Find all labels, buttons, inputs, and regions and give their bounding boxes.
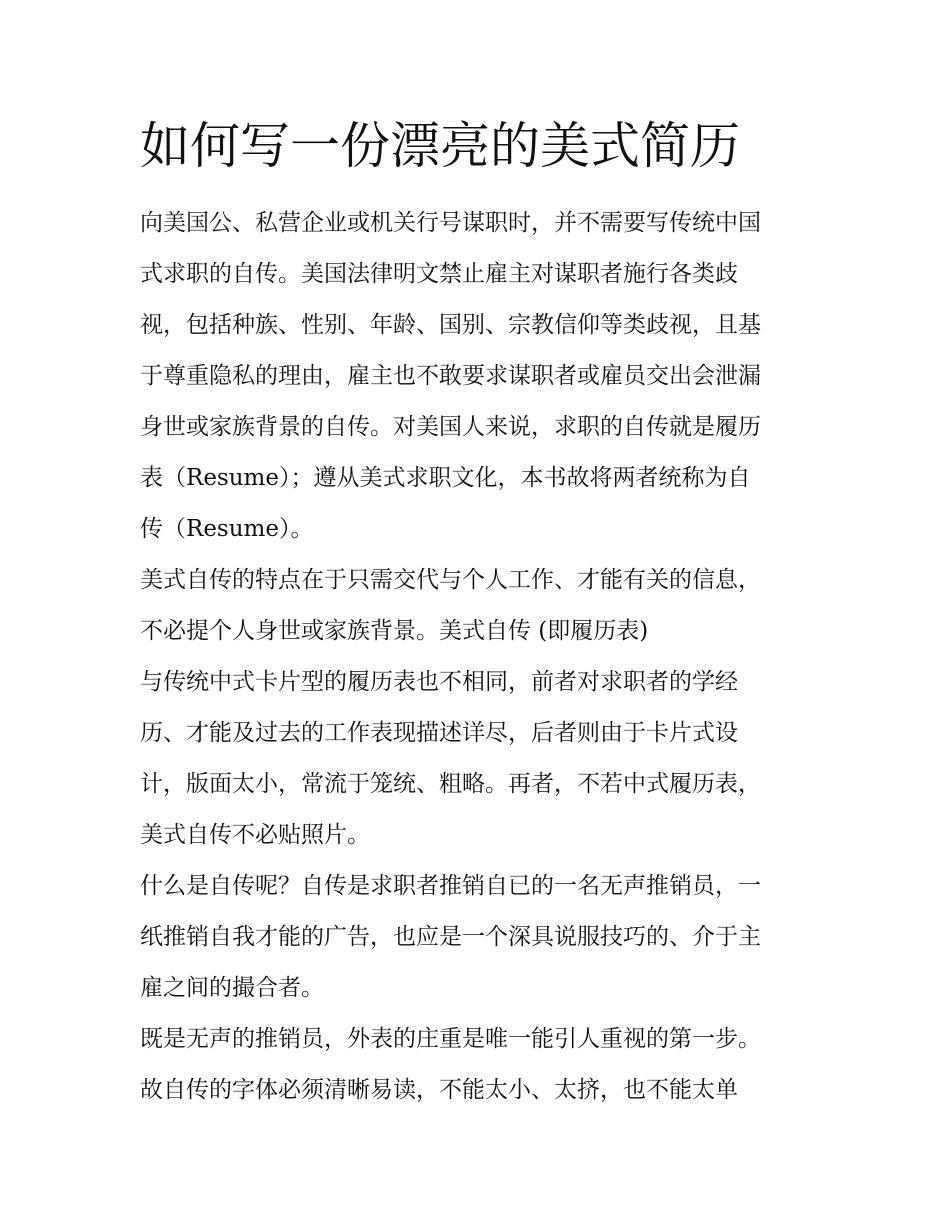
document-title: 如何写一份漂亮的美式简历 [140, 117, 740, 175]
text-line: 不必提个人身世或家族背景。美式自传 (即履历表) [140, 618, 649, 644]
text-line: 什么是自传呢？自传是求职者推销自已的一名无声推销员，一 [140, 873, 761, 899]
text-line: 式求职的自传。美国法律明文禁止雇主对谋职者施行各类歧 [140, 261, 738, 287]
paragraph-4 [140, 861, 820, 1014]
title-spacer [140, 180, 820, 198]
text-line: 表（Resume）；遵从美式求职文化，本书故将两者统称为自 [140, 465, 751, 491]
paragraph-5 [140, 1014, 820, 1116]
text-line: 与传统中式卡片型的履历表也不相同，前者对求职者的学经 [140, 669, 738, 695]
text-line: 既是无声的推销员，外表的庄重是唯一能引人重视的第一步。 [140, 1026, 761, 1052]
text-line: 于尊重隐私的理由，雇主也不敢要求谋职者或雇员交出会泄漏 [140, 363, 761, 389]
text-line: 身世或家族背景的自传。对美国人来说，求职的自传就是履历 [140, 414, 761, 440]
text-line: 视，包括种族、性别、年龄、国别、宗教信仰等类歧视，且基 [140, 312, 761, 338]
paragraph-3 [140, 657, 820, 861]
paragraph-2 [140, 555, 820, 657]
text-line: 故自传的字体必须清晰易读，不能太小、太挤，也不能太单 [140, 1077, 738, 1103]
text-line: 美式自传的特点在于只需交代与个人工作、才能有关的信息， [140, 567, 761, 593]
text-line: 历、才能及过去的工作表现描述详尽，后者则由于卡片式设 [140, 720, 738, 746]
text-line: 计，版面太小，常流于笼统、粗略。再者，不若中式履历表， [140, 771, 761, 797]
text-line: 向美国公、私营企业或机关行号谋职时，并不需要写传统中国 [140, 210, 761, 236]
text-line: 美式自传不必贴照片。 [140, 822, 370, 848]
text-line: 纸推销自我才能的广告，也应是一个深具说服技巧的、介于主 [140, 924, 761, 950]
text-line: 雇之间的撮合者。 [140, 975, 324, 1001]
paragraph-1 [140, 198, 820, 555]
document-body [140, 112, 820, 1116]
text-line: 传（Resume）。 [140, 516, 314, 542]
